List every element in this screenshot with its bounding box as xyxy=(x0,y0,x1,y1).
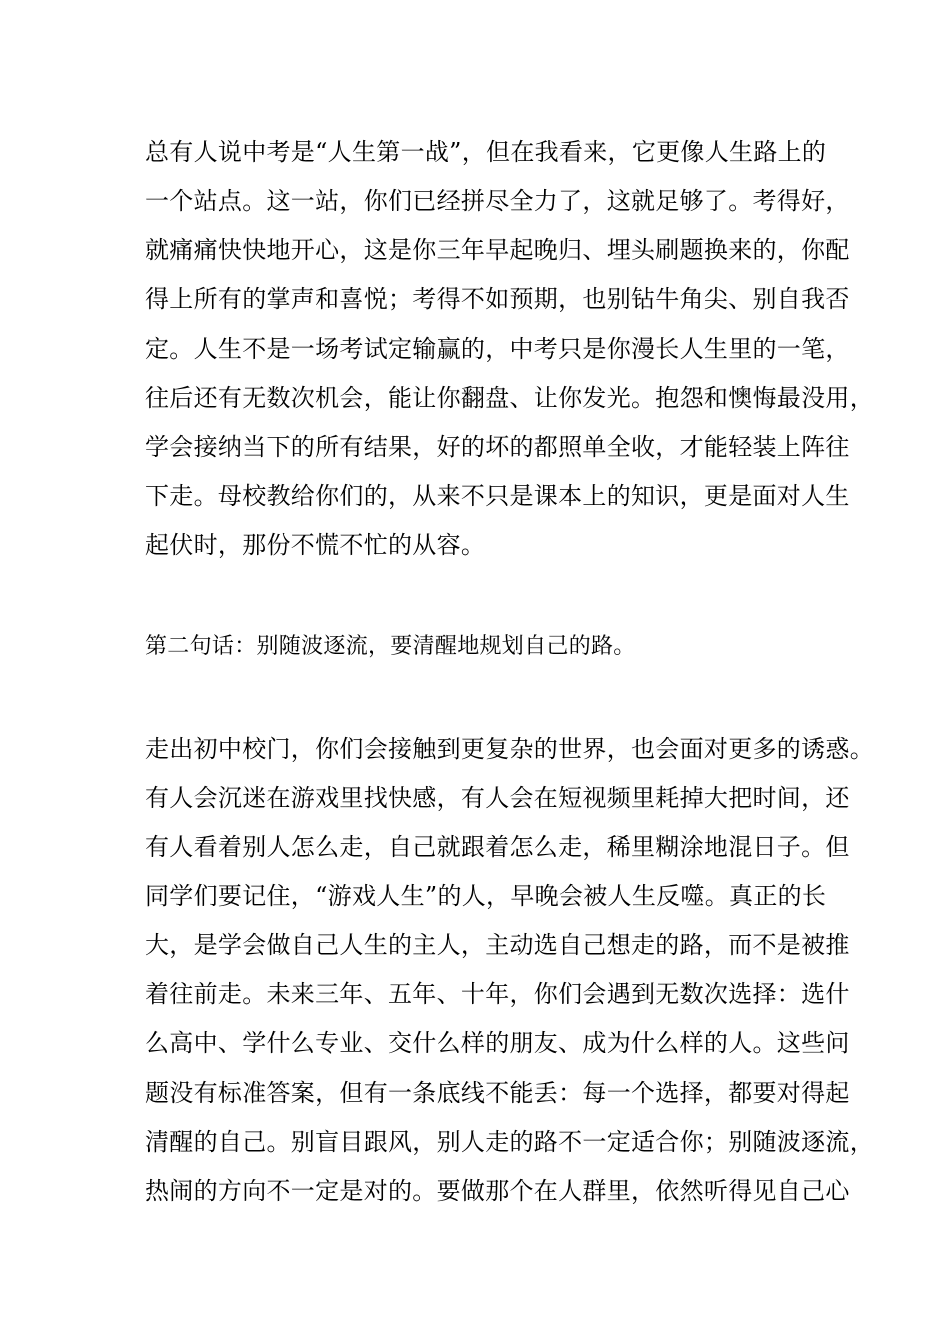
paragraph-2-line: 大，是学会做自己人生的主人，主动选自己想走的路，而不是被推 xyxy=(145,931,850,959)
paragraph-1-line: 一个站点。这一站，你们已经拼尽全力了，这就足够了。考得好， xyxy=(145,187,850,215)
paragraph-2-line: 题没有标准答案，但有一条底线不能丢：每一个选择，都要对得起 xyxy=(145,1079,850,1107)
paragraph-2-line: 么高中、学什么专业、交什么样的朋友、成为什么样的人。这些问 xyxy=(145,1029,850,1057)
paragraph-1-line: 就痛痛快快地开心，这是你三年早起晚归、埋头刷题换来的，你配 xyxy=(145,236,850,264)
paragraph-2-line: 有人会沉迷在游戏里找快感，有人会在短视频里耗掉大把时间，还 xyxy=(145,784,850,812)
paragraph-2-line: 走出初中校门，你们会接触到更复杂的世界，也会面对更多的诱惑。 xyxy=(145,735,874,763)
paragraph-2-line: 同学们要记住，“游戏人生”的人，早晚会被人生反噬。真正的长 xyxy=(145,882,827,910)
paragraph-2-line: 热闹的方向不一定是对的。要做那个在人群里，依然听得见自己心 xyxy=(145,1177,850,1205)
paragraph-2-line: 着往前走。未来三年、五年、十年，你们会遇到无数次选择：选什 xyxy=(145,980,850,1008)
paragraph-1-line: 定。人生不是一场考试定输赢的，中考只是你漫长人生里的一笔， xyxy=(145,335,850,363)
paragraph-1-line: 往后还有无数次机会，能让你翻盘、让你发光。抱怨和懊悔最没用， xyxy=(145,384,874,412)
section-heading-2: 第二句话：别随波逐流，要清醒地规划自己的路。 xyxy=(145,634,636,659)
paragraph-2-line: 清醒的自己。别盲目跟风，别人走的路不一定适合你；别随波逐流， xyxy=(145,1128,874,1156)
paragraph-1-line: 学会接纳当下的所有结果，好的坏的都照单全收，才能轻装上阵往 xyxy=(145,433,850,461)
paragraph-1-line: 下走。母校教给你们的，从来不只是课本上的知识，更是面对人生 xyxy=(145,482,850,510)
paragraph-1-line: 得上所有的掌声和喜悦；考得不如预期，也别钻牛角尖、别自我否 xyxy=(145,285,850,313)
paragraph-1-line: 总有人说中考是“人生第一战”，但在我看来，它更像人生路上的 xyxy=(145,138,827,166)
paragraph-2-line: 有人看着别人怎么走，自己就跟着怎么走，稀里糊涂地混日子。但 xyxy=(145,833,850,861)
paragraph-1-line: 起伏时，那份不慌不忙的从容。 xyxy=(145,531,486,559)
